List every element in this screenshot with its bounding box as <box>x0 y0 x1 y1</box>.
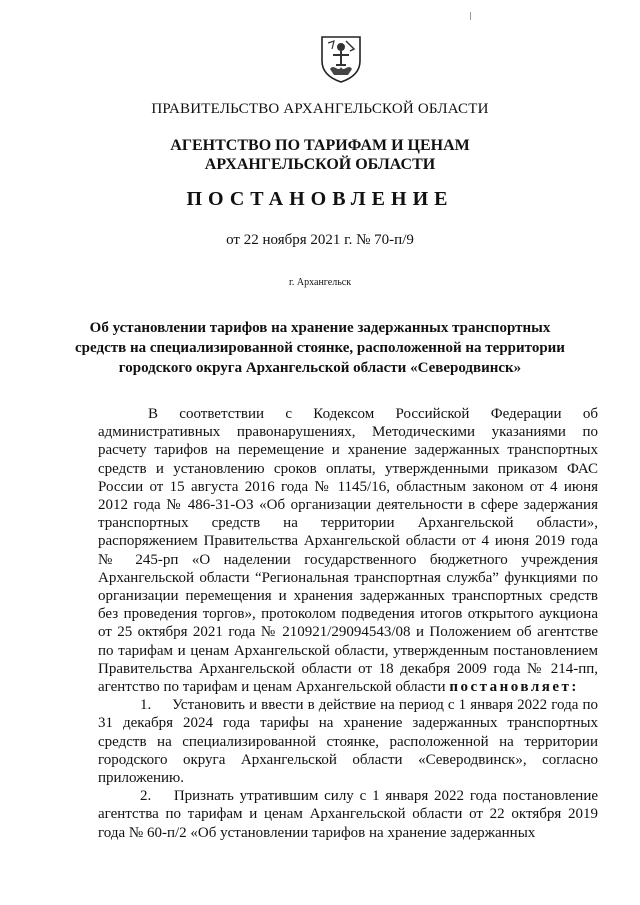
date-and-number: от 22 ноября 2021 г. № 70-п/9 <box>226 232 414 248</box>
document-type: ПОСТАНОВЛЕНИЕ <box>186 188 454 210</box>
subject-line-2: средств на специализированной стоянке, расположенной на территории <box>75 340 565 356</box>
item-2-paragraph <box>98 787 598 842</box>
government-name: ПРАВИТЕЛЬСТВО АРХАНГЕЛЬСКОЙ ОБЛАСТИ <box>151 101 489 117</box>
document-body <box>98 405 598 842</box>
decree-word: постановляет: <box>449 679 579 696</box>
preamble-text: В соответствии с Кодексом Российской Федерации об административных правонарушениях, Методическими указаниями по расчету тарифов на перемещение и хранение задержанных транспортных средств и установлению сроков оплаты, утвержденными приказом ФАС России от 15 августа 2016 года № 1145/16, областным законом от 4 июня 2012 года № 486-31-ОЗ «Об организации деятельности в сфере задержания транспортных средств на территории Архангельской области», распоряжением Правительства Архангельской области от 4 июня 2019 года № 245-рп «О наделении государственного бюджетного учреждения Архангельской области “Региональная транспортная служба” функциями по организации перемещения и хранения задержанных транспортных средств без проведения торгов», протоколом подведения итогов открытого аукциона от 25 октября 2021 года № 210921/29094543/08 и Положением об агентстве по тарифам и ценам Архангельской области, утвержденным постановлением Правительства Архангельской области от 18 декабря 2009 года № 214-пп, агентство по тарифам и ценам Архангельской области <box>98 406 598 696</box>
document-subject <box>0 318 640 378</box>
city-name: г. Архангельск <box>288 277 352 288</box>
agency-line-2: АРХАНГЕЛЬСКОЙ ОБЛАСТИ <box>204 156 436 173</box>
item-1-text: Установить и ввести в действие на период с 1 января 2022 года по 31 декабря 2024 года тарифы на хранение задержанных транспортных средств на специализированной стоянке, расположенной на территории городского округа Архангельской области «Северодвинск», согласно приложению. <box>98 697 599 787</box>
item-2-number: 2. <box>140 788 152 805</box>
subject-line-3: городского округа Архангельской области «Северодвинск» <box>118 360 522 376</box>
agency-line-1: АГЕНТСТВО ПО ТАРИФАМ И ЦЕНАМ <box>170 137 470 154</box>
item-1-number: 1. <box>140 697 152 714</box>
preamble-paragraph <box>98 405 598 696</box>
item-2-text: Признать утратившим силу с 1 января 2022 года постановление агентства по тарифам и ценам Архангельской области от 22 октября 2019 года № 60-п/2 «Об установлении тарифов на хранение задержанных <box>98 788 599 841</box>
item-1-paragraph <box>98 696 598 787</box>
subject-line-1: Об установлении тарифов на хранение задержанных транспортных <box>89 320 551 336</box>
coat-of-arms-icon <box>316 33 366 83</box>
scan-mark <box>470 12 471 20</box>
agency-name <box>0 136 640 174</box>
